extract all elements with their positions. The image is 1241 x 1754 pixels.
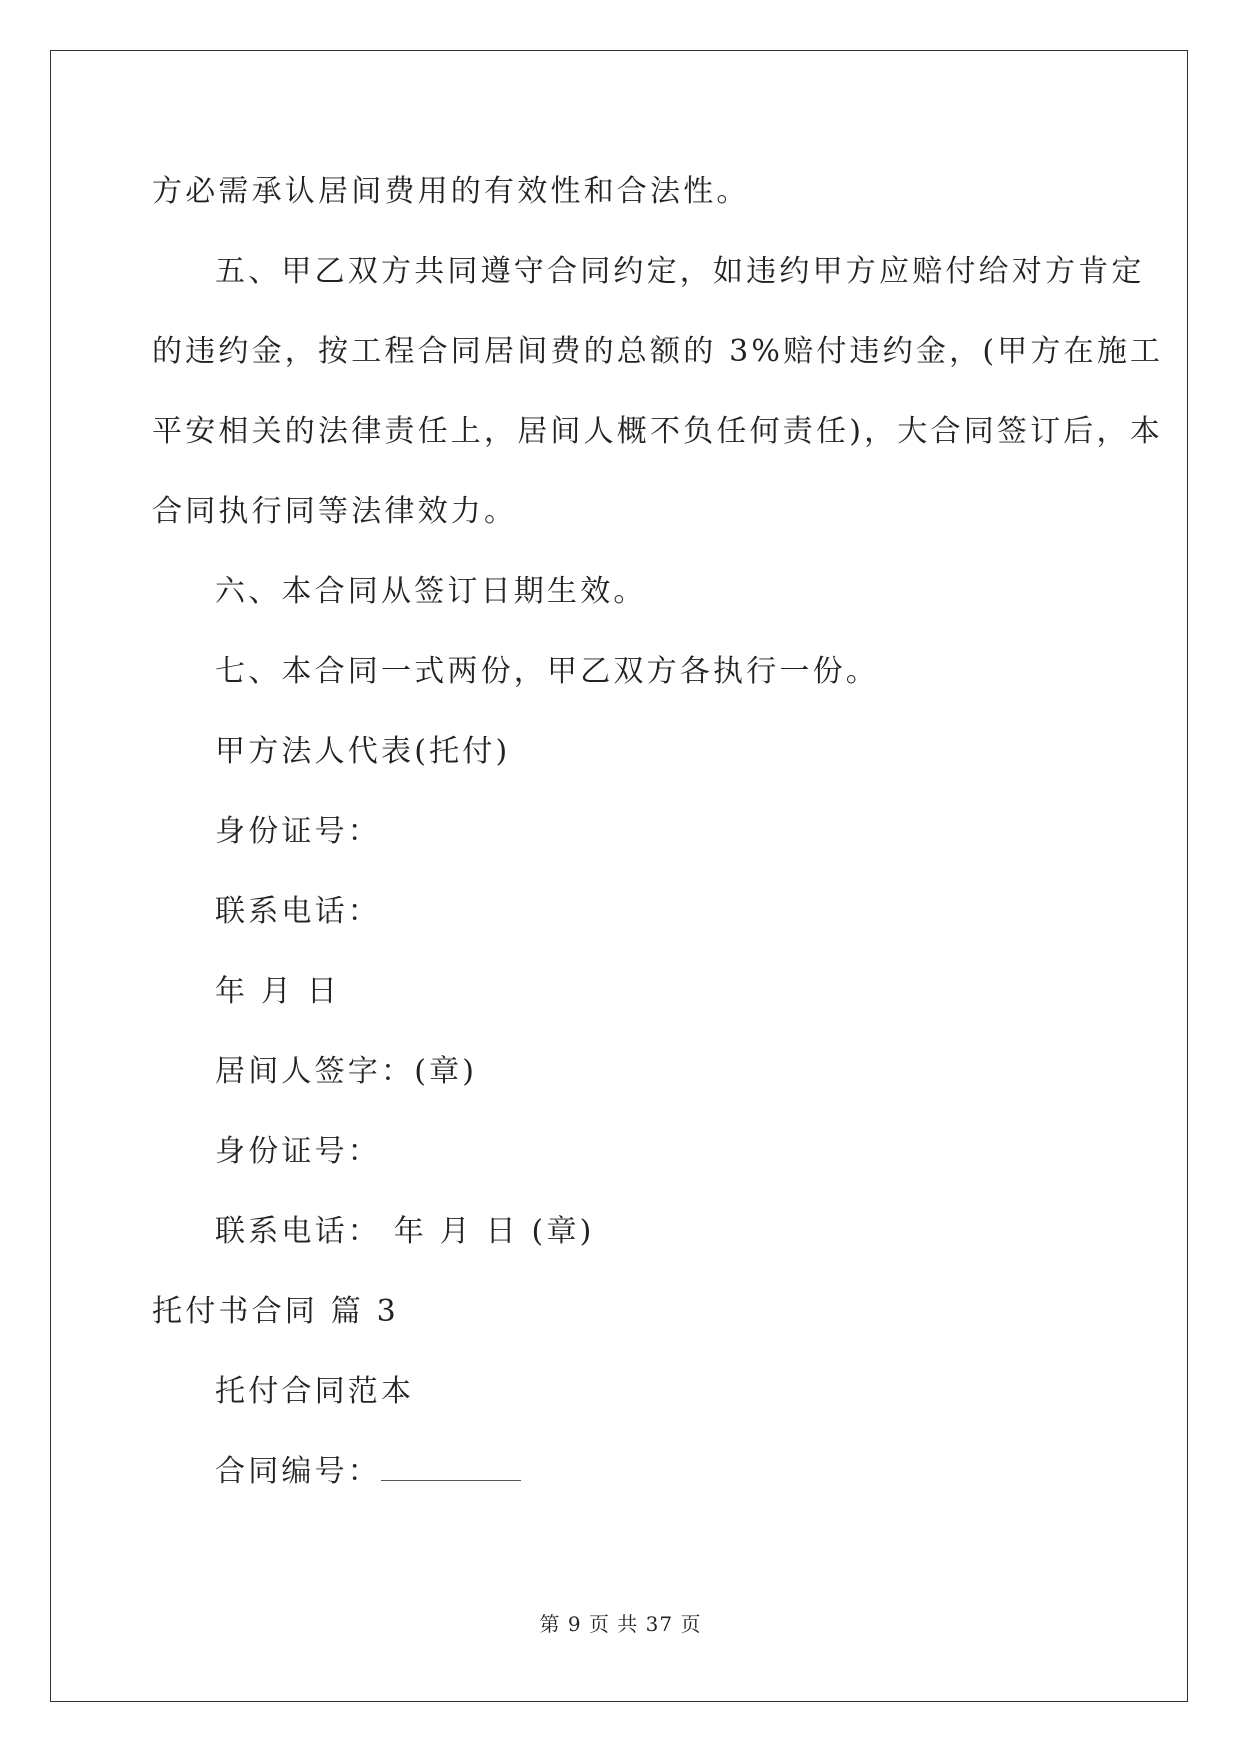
clause-seven-line: 七、本合同一式两份，甲乙双方各执行一份。 xyxy=(215,654,879,689)
contract-number-line xyxy=(215,1452,1155,1492)
intermediary-id-number: 身份证号： xyxy=(215,1134,381,1169)
intermediary-phone-date: 联系电话： 年 月 日 (章) xyxy=(215,1214,595,1249)
party-a-representative: 甲方法人代表(托付) xyxy=(215,734,511,769)
paragraph-line: 平安相关的法律责任上，居间人概不负任何责任)，大合同签订后，本 xyxy=(152,414,1163,449)
party-a-date: 年 月 日 xyxy=(215,974,341,1009)
clause-six-line: 六、本合同从签订日期生效。 xyxy=(215,574,647,609)
page-footer: 第 9 页 共 37 页 xyxy=(539,1612,702,1636)
contract-number-label: 合同编号： xyxy=(215,1454,381,1489)
contract-number-blank xyxy=(381,1454,521,1481)
paragraph-line: 的违约金，按工程合同居间费的总额的 3%赔付违约金，(甲方在施工 xyxy=(152,334,1164,369)
section-heading: 托付书合同 篇 3 xyxy=(152,1294,399,1329)
clause-five-line: 五、甲乙双方共同遵守合同约定，如违约甲方应赔付给对方肯定 xyxy=(215,254,1145,289)
paragraph-line: 方必需承认居间费用的有效性和合法性。 xyxy=(152,174,750,209)
party-a-phone: 联系电话： xyxy=(215,894,381,929)
intermediary-signature: 居间人签字：(章) xyxy=(215,1054,478,1089)
contract-template-title: 托付合同范本 xyxy=(215,1374,415,1409)
party-a-id-number: 身份证号： xyxy=(215,814,381,849)
paragraph-line: 合同执行同等法律效力。 xyxy=(152,494,518,529)
